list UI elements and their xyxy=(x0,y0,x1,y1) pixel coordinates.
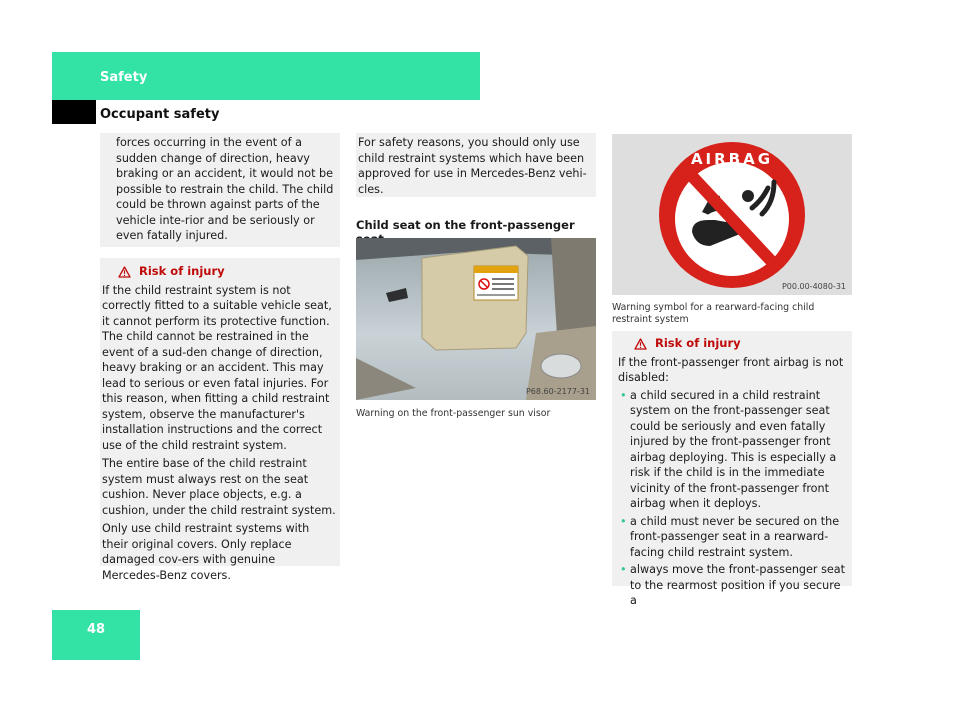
middle-note-box xyxy=(356,133,596,197)
list-item: • a child must never be secured on the front-passenger seat in a rearward-facing child restraint system. xyxy=(618,514,850,561)
airbag-image-code: P00.00-4080-31 xyxy=(781,282,846,291)
warning-heading xyxy=(118,264,336,280)
visor-image-code: P68.60-2177-31 xyxy=(525,387,590,396)
warning-triangle-icon xyxy=(118,266,131,278)
continuation-text: forces occurring in the event of a sudden change of direction, heavy braking or an accident, it would not be possible to restrain the child. The child could be thrown against parts of the vehicle inte-rior and be seriously or even fatally injured. xyxy=(116,136,334,242)
warning-triangle-icon xyxy=(634,338,647,350)
airbag-label: AIRBAG xyxy=(690,150,774,168)
warning-paragraph: The entire base of the child restraint system must always rest on the seat cushion. Never place objects, e.g. a cushion, under the child restraint system. xyxy=(102,457,336,517)
warning-paragraph: If the child restraint system is not correctly fitted to a suitable vehicle seat, it cannot perform its protective function. The child cannot be restrained in the event of a sud-den change of direction, heavy braking or an accident. This may lead to serious or even fatal injuries. For this reason, when fitting a child restraint system, observe the manufacturer's installation instructions and the correct use of the child restraint system. xyxy=(102,283,332,452)
visor-image-caption: Warning on the front-passenger sun visor xyxy=(356,408,551,419)
subsection-marker xyxy=(52,100,96,124)
airbag-warning-symbol-image xyxy=(612,134,852,295)
list-item: • always move the front-passenger seat to the rearmost position if you secure a xyxy=(618,562,850,609)
list-item: • a child secured in a child restraint system on the front-passenger seat could be seriously and even fatally injured by the front-passenger front airbag deploying. This is especially a risk if the child is in the immediate vicinity of the front-passenger front airbag when it deploys. xyxy=(618,388,850,512)
warning-heading xyxy=(634,336,850,352)
warning-title: Risk of injury xyxy=(655,336,741,350)
warning-title: Risk of injury xyxy=(139,264,225,278)
left-continuation-box xyxy=(100,133,340,247)
section-heading: Child seat on the front-passenger xyxy=(356,218,575,232)
airbag-image-caption: Warning symbol for a rearward-facing child restraint system xyxy=(612,302,815,325)
page-number: 48 xyxy=(86,622,106,637)
subsection-title: Occupant safety xyxy=(100,107,220,122)
note-text: For safety reasons, you should only use child restraint systems which have been approved for use in Mercedes-Benz vehi-cles. xyxy=(358,136,587,196)
warning-paragraph: Only use child restraint systems with their original covers. Only replace damaged cov-ers with genuine Mercedes-Benz covers. xyxy=(102,522,310,582)
section-title: Safety xyxy=(100,70,148,85)
left-warning-box xyxy=(100,258,340,582)
right-warning-box xyxy=(612,331,852,607)
sun-visor-photo xyxy=(356,238,596,400)
warning-intro: If the front-passenger front airbag is not disabled: xyxy=(618,355,844,384)
warning-bullet-list xyxy=(618,388,850,609)
